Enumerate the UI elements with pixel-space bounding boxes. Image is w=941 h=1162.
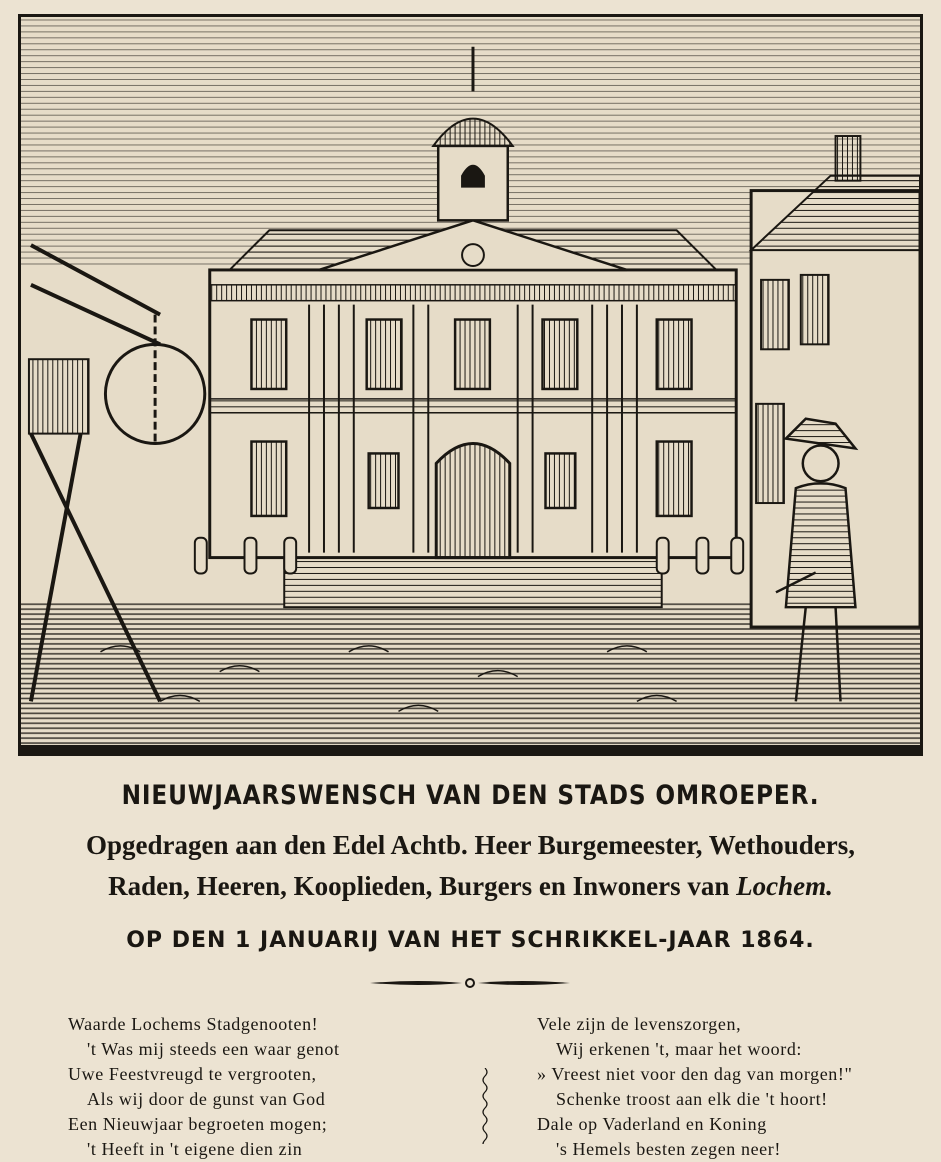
dedication-line-2 — [0, 871, 941, 902]
poem-line: Dale op Vaderland en Koning — [537, 1114, 767, 1134]
woodcut-illustration — [18, 14, 923, 756]
woodcut-bottom-rule — [18, 745, 923, 754]
poem-line: Wij erkenen 't, maar het woord: — [556, 1039, 803, 1059]
broadsheet-title: NIEUWJAARSWENSCH VAN DEN STADS OMROEPER. — [121, 780, 820, 811]
poem-line: Vele zijn de levenszorgen, — [537, 1014, 742, 1034]
poem-line: Schenke troost aan elk die 't hoort! — [556, 1089, 828, 1109]
ornament-divider — [370, 976, 570, 990]
town-hall-engraving — [21, 17, 920, 753]
poem-line: Waarde Lochems Stadgenooten! — [68, 1014, 319, 1034]
poem-left-column — [68, 1012, 340, 1162]
dedication-line-1: Opgedragen aan den Edel Achtb. Heer Burgemeester, Wethouders, — [86, 830, 855, 860]
poem-line: » Vreest niet voor den dag van morgen!" — [537, 1064, 853, 1084]
poem-line: Uwe Feestvreugd te vergrooten, — [68, 1064, 317, 1084]
poem-line: Als wij door de gunst van God — [87, 1089, 326, 1109]
poem-line: 't Was mij steeds een waar genot — [87, 1039, 340, 1059]
date-line: OP DEN 1 JANUARIJ VAN HET SCHRIKKEL-JAAR 1864. — [126, 928, 815, 953]
poem-right-column — [537, 1012, 852, 1162]
place-name: Lochem. — [736, 871, 833, 901]
column-divider — [480, 1068, 490, 1144]
poem-line: Een Nieuwjaar begroeten mogen; — [68, 1114, 328, 1134]
dedication-line-2-text: Raden, Heeren, Kooplieden, Burgers en Inwoners van — [108, 871, 737, 901]
poem-line: 's Hemels besten zegen neer! — [556, 1139, 781, 1159]
poem-line: 't Heeft in 't eigene dien zin — [87, 1139, 303, 1159]
